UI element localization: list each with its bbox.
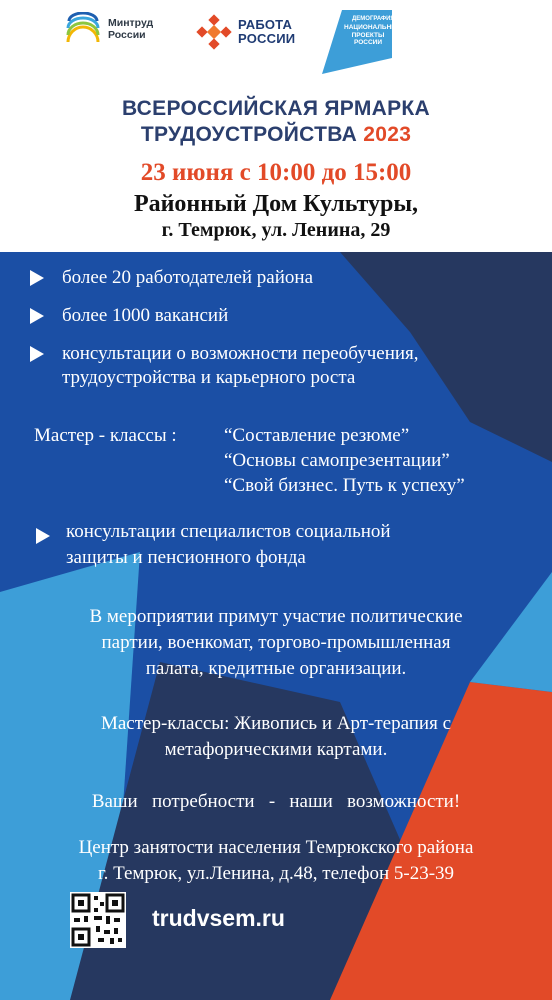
mintrud-emblem-icon <box>66 12 100 46</box>
rabota-rossii-icon <box>196 14 232 50</box>
event-address: г. Темрюк, ул. Ленина, 29 <box>161 219 391 241</box>
np-line3: РОССИИ <box>353 39 383 46</box>
page-title-line2 <box>0 122 552 148</box>
np-line1: НАЦИОНАЛЬНЫЕ <box>344 24 402 31</box>
bullet-social-line1: консультации специалистов социальной <box>66 521 391 542</box>
page-title-line1: ВСЕРОССИЙСКАЯ ЯРМАРКА <box>122 97 430 120</box>
bullet-vacancies: более 1000 вакансий <box>62 305 229 326</box>
participants-line1: В мероприятии примут участие политические <box>89 606 463 627</box>
mintrud-line2: России <box>108 29 146 41</box>
title-year: 2023 <box>363 123 412 146</box>
bullet-arrow-icon <box>30 270 44 286</box>
event-date: 23 июня с 10:00 до 15:00 <box>140 159 412 186</box>
masterclass-item: “Основы самопрезентации” <box>224 450 450 471</box>
national-projects-logo <box>322 6 402 76</box>
masterclasses-label: Мастер - классы : <box>34 425 177 446</box>
qr-code-icon <box>70 892 126 948</box>
np-small-label: ДЕМОГРАФИЯ <box>352 16 395 22</box>
website-link[interactable]: trudvsem.ru <box>152 905 285 931</box>
masterclass-item: “Составление резюме” <box>224 425 410 446</box>
bullet-retraining-line2: трудоустройства и карьерного роста <box>62 367 356 388</box>
title-word: ТРУДОУСТРОЙСТВА <box>140 123 358 146</box>
mintrud-line1: Минтруд <box>108 17 154 29</box>
participants-line2: партии, военкомат, торгово-промышленная <box>101 632 451 653</box>
rabota-rossii-logo <box>196 14 295 50</box>
bullet-arrow-icon <box>30 308 44 324</box>
np-text <box>344 24 402 47</box>
art-line1: Мастер-классы: Живопись и Арт-терапия с <box>100 713 452 734</box>
bullet-arrow-icon <box>36 528 50 544</box>
center-name: Центр занятости населения Темрюкского района <box>78 837 474 858</box>
rabota-line2: РОССИИ <box>238 31 296 46</box>
art-line2: метафорическими картами. <box>164 739 388 760</box>
bullet-employers: более 20 работодателей района <box>62 267 313 288</box>
mintrud-logo <box>66 12 153 46</box>
slogan: Ваши потребности - наши возможности! <box>91 791 461 812</box>
qr-code[interactable] <box>70 892 126 948</box>
masterclass-item: “Свой бизнес. Путь к успеху” <box>224 475 465 496</box>
center-address: г. Темрюк, ул.Ленина, д.48, телефон 5-23-39 <box>97 863 455 884</box>
rabota-line1: РАБОТА <box>238 17 293 32</box>
event-venue: Районный Дом Культуры, <box>133 191 419 217</box>
np-line2: ПРОЕКТЫ <box>351 31 385 39</box>
header <box>0 0 552 252</box>
bullet-social-line2: защиты и пенсионного фонда <box>66 547 306 568</box>
bullet-retraining-line1: консультации о возможности переобучения, <box>62 343 419 364</box>
participants-line3: палата, кредитные организации. <box>145 658 407 679</box>
bullet-arrow-icon <box>30 346 44 362</box>
